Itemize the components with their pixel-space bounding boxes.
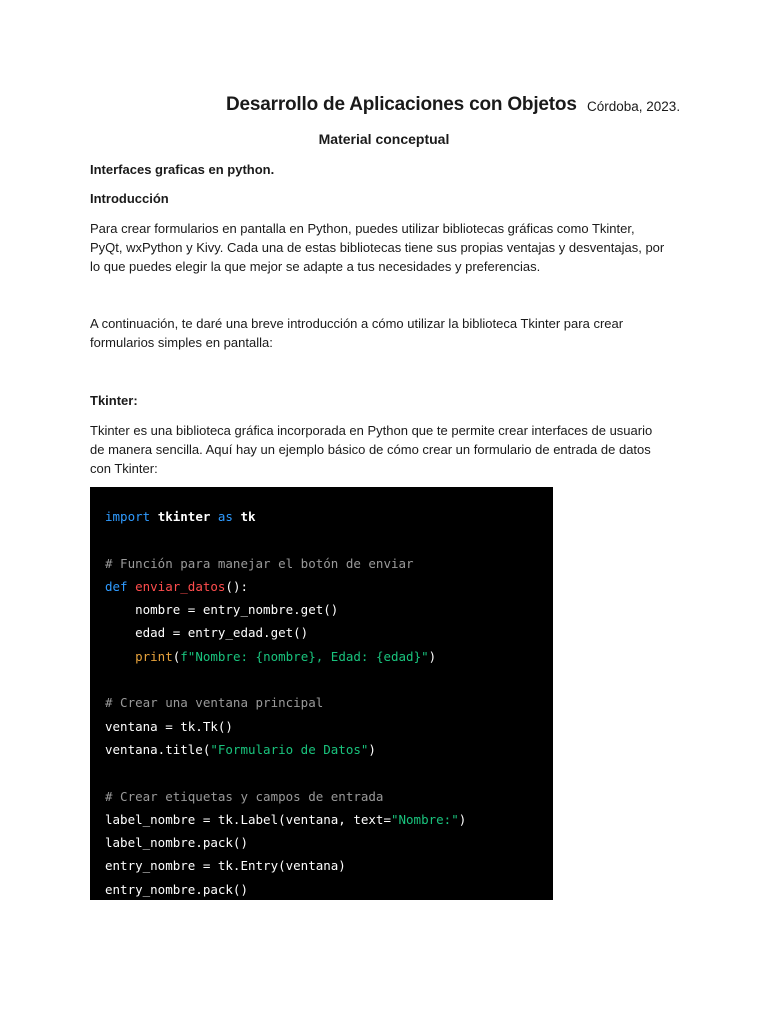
code-token	[233, 509, 241, 524]
code-line	[105, 645, 466, 668]
code-token: # Crear una ventana principal	[105, 695, 324, 711]
code-line	[105, 575, 466, 598]
code-token: "Nombre:"	[390, 811, 459, 827]
code-token: print	[135, 648, 173, 664]
code-line	[105, 831, 466, 854]
code-line	[105, 528, 466, 551]
code-token: ventana = tk.Tk()	[105, 718, 233, 734]
code-token: f"Nombre: {nombre}, Edad: {edad}"	[180, 648, 429, 664]
code-token: "Formulario de Datos"	[210, 741, 369, 757]
intro-heading: Introducción	[90, 191, 169, 206]
tkinter-heading: Tkinter:	[90, 393, 138, 408]
code-token: )	[368, 741, 376, 757]
code-token: import	[105, 509, 151, 524]
code-token: enviar_datos	[135, 578, 226, 594]
topic-heading: Interfaces graficas en python.	[90, 162, 275, 177]
code-line	[105, 552, 466, 575]
code-token: )	[458, 811, 467, 827]
code-token	[210, 509, 218, 524]
code-line	[105, 761, 466, 784]
code-token: tk	[240, 509, 256, 524]
code-line	[105, 738, 466, 761]
code-line	[105, 785, 466, 808]
code-token: ():	[225, 578, 248, 594]
tkinter-paragraph: Tkinter es una biblioteca gráfica incorporada en Python que te permite crear interfaces de usuario de manera sencilla. Aquí hay un ejemplo básico de cómo crear un formulario de entrada de datos con Tkinter:	[90, 423, 653, 476]
document-title: Desarrollo de Aplicaciones con Objetos	[226, 94, 577, 115]
document-subtitle: Material conceptual	[318, 131, 450, 147]
code-token: entry_nombre = tk.Entry(ventana)	[105, 858, 346, 874]
document-date: Córdoba, 2023.	[587, 99, 681, 114]
code-line	[105, 854, 466, 877]
code-line	[105, 808, 466, 831]
code-token	[105, 649, 135, 664]
code-token: label_nombre = tk.Label(ventana, text=	[105, 811, 391, 827]
code-token: tkinter	[157, 509, 211, 524]
code-line	[105, 715, 466, 738]
code-token: # Función para manejar el botón de enviar	[105, 555, 414, 571]
code-line	[105, 668, 466, 691]
code-token: label_nombre.pack()	[105, 835, 248, 851]
code-token: ventana.title(	[105, 741, 211, 757]
code-line	[105, 878, 466, 900]
code-token	[128, 579, 136, 594]
code-token	[150, 509, 158, 524]
code-token: entry_nombre.pack()	[105, 881, 248, 897]
document-header	[0, 94, 768, 124]
intro-paragraph: Para crear formularios en pantalla en Python, puedes utilizar bibliotecas gráficas como Tkinter, PyQt, wxPython y Kivy. Cada una de estas bibliotecas tiene sus propias ventajas y desventajas, por lo que puedes elegir la que mejor se adapte a tus necesidades y preferencias.	[90, 221, 665, 274]
code-block	[90, 487, 553, 900]
code-token: as	[217, 509, 233, 524]
code-line	[105, 691, 466, 714]
code-token: # Crear etiquetas y campos de entrada	[105, 788, 384, 804]
code-line	[105, 598, 466, 621]
code-token: (	[172, 648, 181, 664]
code-token: edad = entry_edad.get()	[105, 625, 309, 641]
code-token: )	[428, 648, 437, 664]
code-line	[105, 621, 466, 644]
code-line	[105, 505, 466, 528]
code-token: def	[105, 578, 128, 594]
code-token: nombre = entry_nombre.get()	[105, 602, 339, 618]
code-lines	[105, 505, 466, 900]
continuation-paragraph: A continuación, te daré una breve introducción a cómo utilizar la biblioteca Tkinter para crear formularios simples en pantalla:	[90, 316, 624, 350]
